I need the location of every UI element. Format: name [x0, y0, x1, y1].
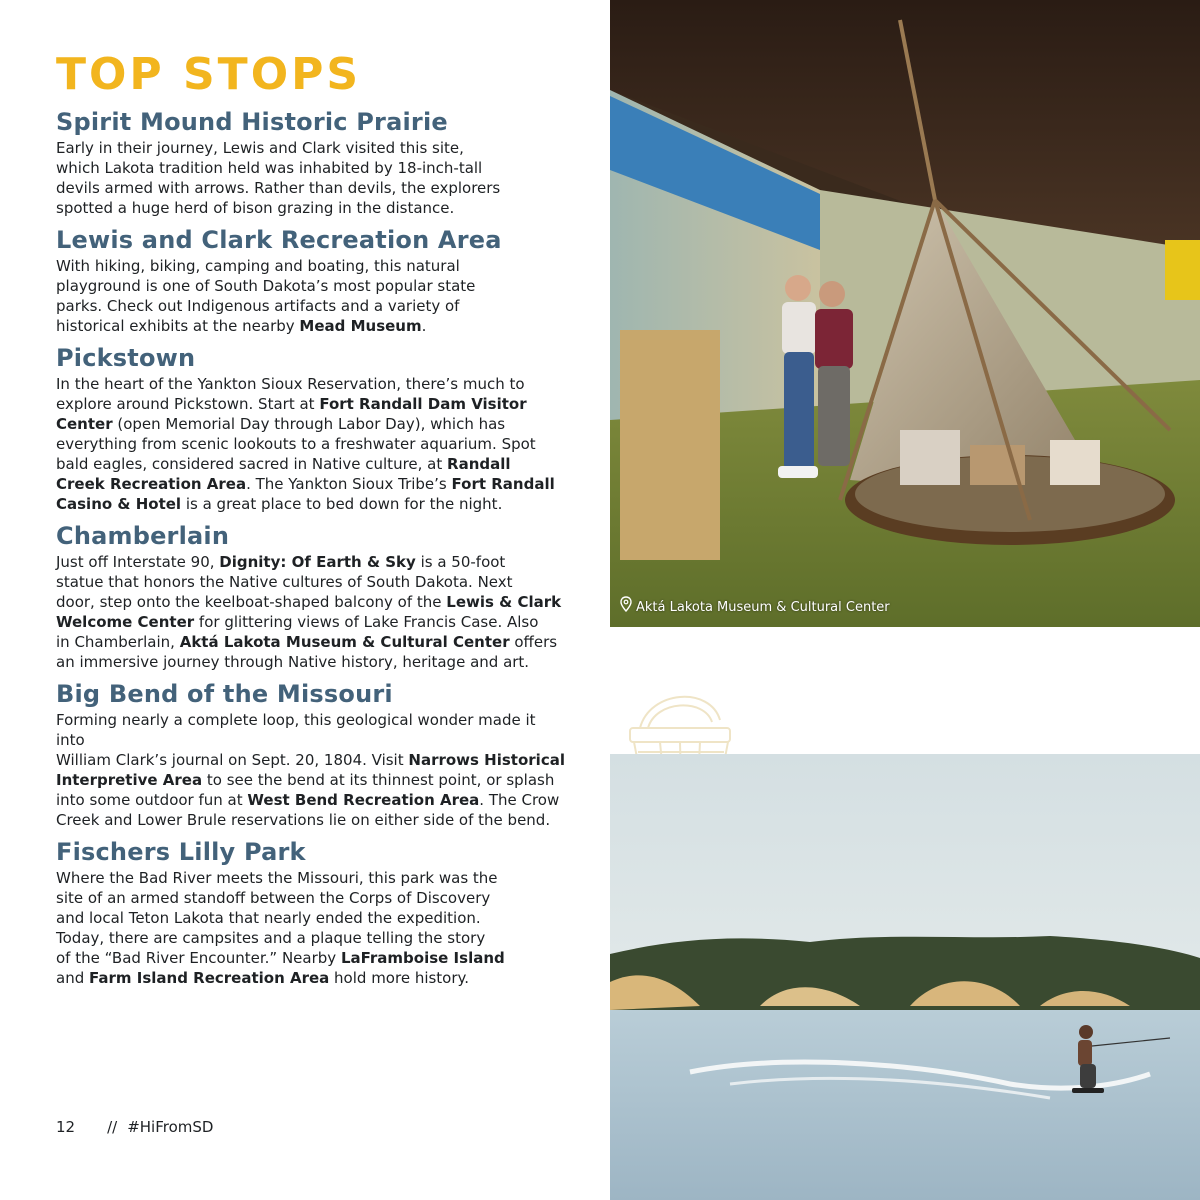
highlighted-place: Creek Recreation Area [56, 475, 247, 493]
highlighted-place: West Bend Recreation Area [247, 791, 480, 809]
museum-photo [610, 0, 1200, 627]
section-title: Chamberlain [56, 522, 230, 550]
highlighted-place: LaFramboise Island [340, 949, 505, 967]
section [56, 678, 576, 830]
highlighted-place: Lewis & Clark [446, 593, 562, 611]
highlighted-place: Interpretive Area [56, 771, 203, 789]
lake-photo [610, 754, 1200, 1200]
section [56, 224, 576, 336]
article-column [56, 48, 576, 988]
section-body: Where the Bad River meets the Missouri, this park was the site of an armed standoff between the Corps of Discovery and local Teton Lakota that nearly ended the expedition. Today, there are campsites and a plaque telling the story of the “Bad River Encounter.” Nearby LaFramboise Island and Farm Island Recreation Area hold more history. [56, 869, 505, 987]
page-title: TOP STOPS [56, 49, 362, 100]
section-title: Pickstown [56, 344, 196, 372]
section [56, 342, 576, 514]
photo-caption-text: Aktá Lakota Museum & Cultural Center [636, 600, 890, 615]
lake-illustration [610, 754, 1200, 1200]
highlighted-place: Mead Museum [299, 317, 422, 335]
page-number: 12 [56, 1118, 76, 1136]
location-pin-icon [620, 596, 632, 619]
highlighted-place: Dignity: Of Earth & Sky [219, 553, 416, 571]
section-body: With hiking, biking, camping and boating, this natural playground is one of South Dakota’s most popular state parks. Check out Indigenous artifacts and a variety of historical exhibits at the nearby Mead Museum. [56, 257, 476, 335]
highlighted-place: Fort Randall [451, 475, 555, 493]
footer-hashtag: #HiFromSD [127, 1118, 214, 1136]
section-body: In the heart of the Yankton Sioux Reservation, there’s much to explore around Pickstown. Start at Fort Randall Dam Visitor Center (open Memorial Day through Labor Day), which has everything from scenic lookouts to a freshwater aquarium. Spot bald eagles, considered sacred in Native culture, at Randall Creek Recreation Area. The Yankton Sioux Tribe’s Fort Randall Casino & Hotel is a great place to bed down for the night. [56, 375, 555, 513]
highlighted-place: Welcome Center [56, 613, 195, 631]
section [56, 836, 576, 988]
visitor-woman [778, 275, 818, 478]
section-title: Spirit Mound Historic Prairie [56, 108, 448, 136]
section-body: Early in their journey, Lewis and Clark visited this site, which Lakota tradition held was inhabited by 18-inch-tall devils armed with arrows. Rather than devils, the explorers spotted a huge herd of bison grazing in the distance. [56, 139, 501, 217]
highlighted-place: Center [56, 415, 113, 433]
page-footer [56, 1117, 213, 1137]
section-title: Big Bend of the Missouri [56, 680, 393, 708]
footer-separator: // [107, 1118, 118, 1136]
section-title: Fischers Lilly Park [56, 838, 306, 866]
sections-list [56, 106, 576, 988]
highlighted-place: Farm Island Recreation Area [89, 969, 330, 987]
section [56, 106, 576, 218]
highlighted-place: Fort Randall Dam Visitor [319, 395, 527, 413]
section-title: Lewis and Clark Recreation Area [56, 226, 502, 254]
highlighted-place: Casino & Hotel [56, 495, 182, 513]
photo-caption [620, 596, 890, 619]
highlighted-place: Narrows Historical [408, 751, 565, 769]
section-body: Forming nearly a complete loop, this geological wonder made it into William Clark’s journal on Sept. 20, 1804. Visit Narrows Historical Interpretive Area to see the bend at its thinnest point, or splash into some outdoor fun at West Bend Recreation Area. The Crow Creek and Lower Brule reservations lie on either side of the bend. [56, 711, 565, 829]
highlighted-place: Aktá Lakota Museum & Cultural Center [179, 633, 510, 651]
museum-illustration [610, 0, 1200, 627]
highlighted-place: Randall [447, 455, 511, 473]
section [56, 520, 576, 672]
section-body: Just off Interstate 90, Dignity: Of Earth & Sky is a 50-foot statue that honors the Native cultures of South Dakota. Next door, step onto the keelboat-shaped balcony of the Lewis & Clark Welcome Center for glittering views of Lake Francis Case. Also in Chamberlain, Aktá Lakota Museum & Cultural Center offers an immersive journey through Native history, heritage and art. [56, 553, 562, 671]
